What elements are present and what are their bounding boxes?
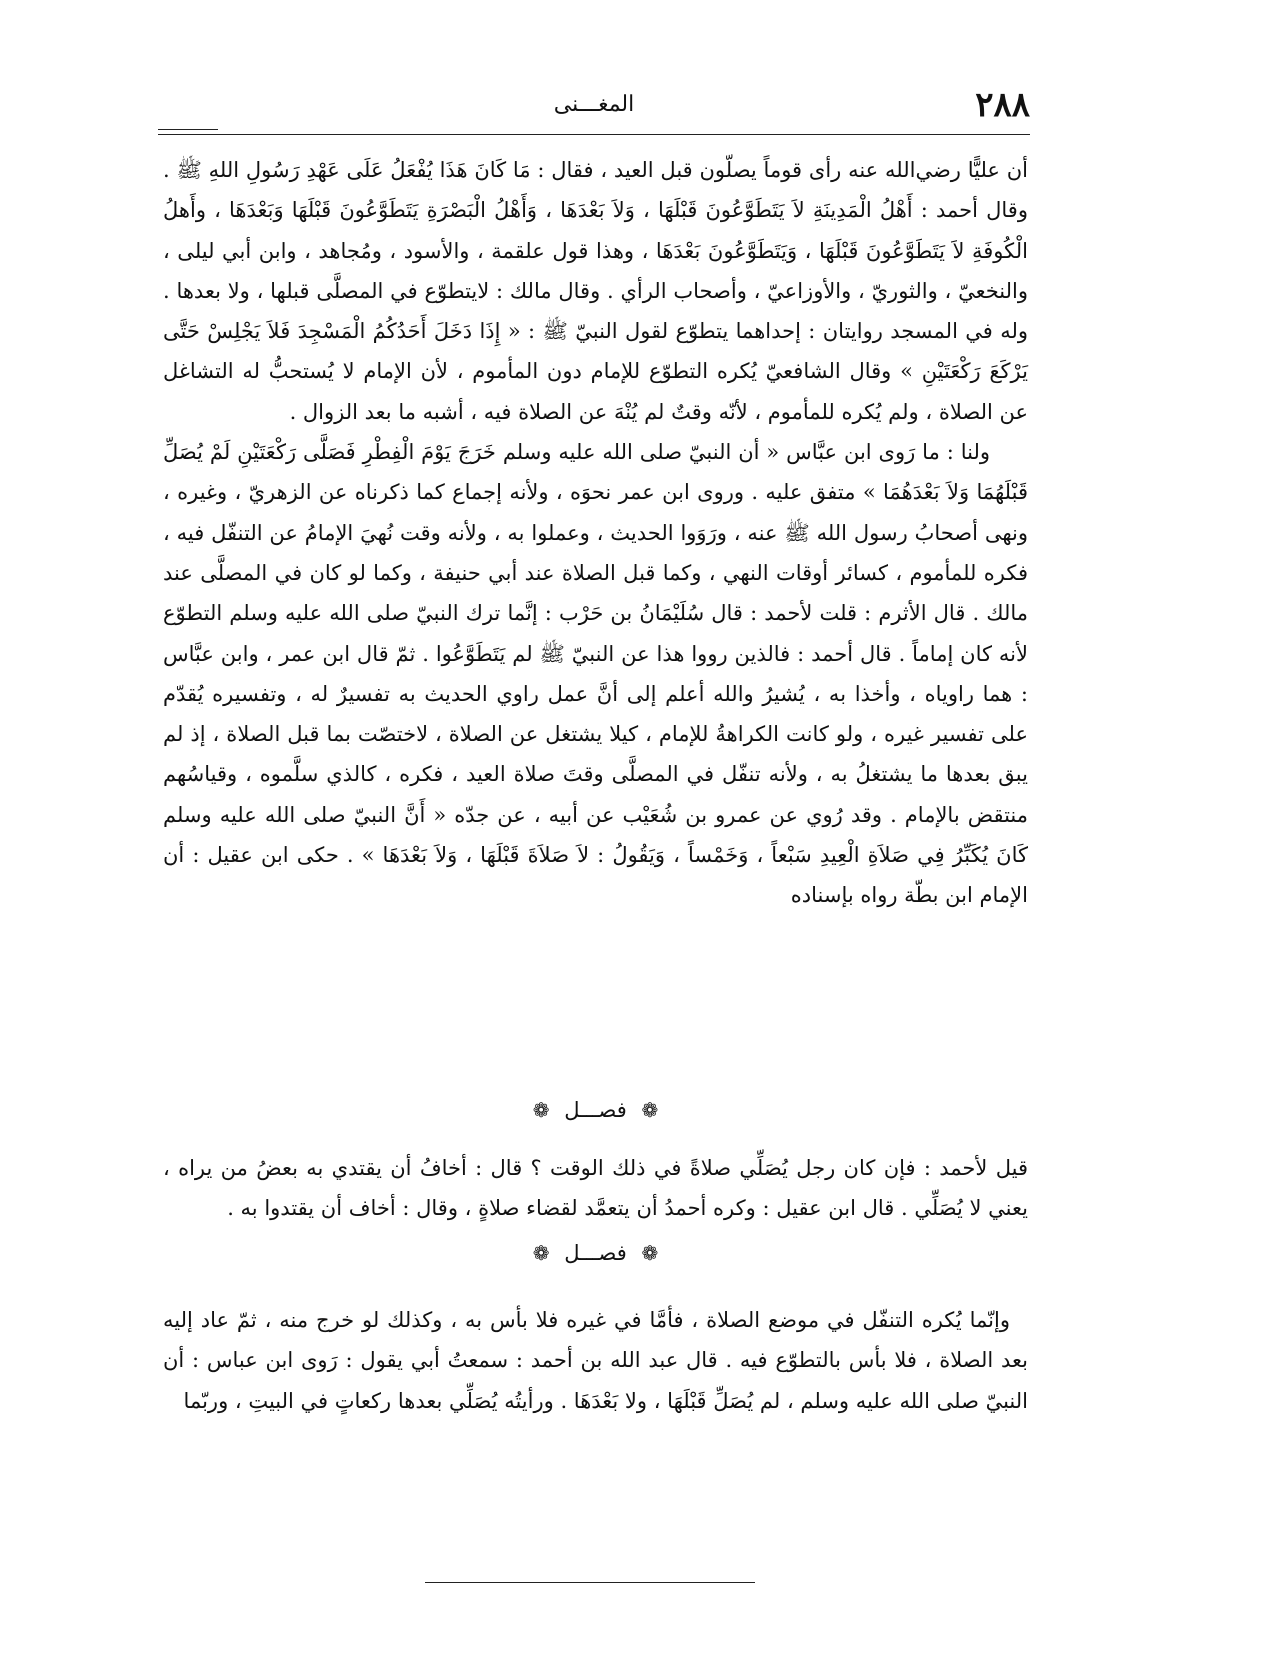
- section-heading-2: [163, 1233, 1028, 1273]
- section-1-text: [163, 1148, 1028, 1229]
- section-2-paragraph: وإنّما يُكره التنفّل في موضع الصلاة ، فأمَّا في غيره فلا بأس به ، وكذلك لو خرج منه ، ثمّ عاد إليه بعد الصلاة ، فلا بأس بالتطوّع فيه . قال عبد الله بن أحمد : سمعتُ أبي يقول : رَوى ابن عباس : أن النبيّ صلى الله عليه وسلم ، لم يُصَلِّ قَبْلَهَا ، ولا بَعْدَهَا . ورأيتُه يُصَلِّي بعدها ركعاتٍ في البيتِ ، وربّما: [163, 1308, 1028, 1413]
- section-heading-label: فصـــل: [564, 1241, 627, 1265]
- section-2-text: [163, 1300, 1028, 1421]
- running-title: المغـــنى: [553, 92, 635, 117]
- fleuron-icon: ❁: [641, 1241, 659, 1265]
- fleuron-icon: ❁: [641, 1098, 659, 1122]
- section-heading-label: فصـــل: [564, 1098, 627, 1122]
- page-number: ٢٨٨: [975, 85, 1030, 125]
- page-header: [158, 82, 1030, 128]
- section-1-paragraph: قيل لأحمد : فإن كان رجل يُصَلِّي صلاةً في ذلك الوقت ؟ قال : أخافُ أن يقتدي به بعضُ من يراه ، يعني لا يُصَلِّي . قال ابن عقيل : وكره أحمدُ أن يتعمَّد لقضاء صلاةٍ ، وقال : أخاف أن يقتدوا به .: [163, 1156, 1028, 1221]
- fleuron-icon: ❁: [532, 1098, 550, 1122]
- main-text: [163, 150, 1028, 916]
- section-heading-1: [163, 1090, 1028, 1130]
- paragraph-1: أن عليًّا رضي‌الله عنه رأى قوماً يصلّون قبل العيد ، فقال : مَا كَانَ هَذَا يُفْعَلُ عَلَى عَهْدِ رَسُولِ اللهِ ﷺ . وقال أحمد : أَهْلُ الْمَدِينَةِ لاَ يَتَطَوَّعُونَ قَبْلَهَا ، وَلاَ بَعْدَهَا ، وَأَهْلُ الْبَصْرَةِ يَتَطَوَّعُونَ قَبْلَهَا وَبَعْدَهَا ، وأَهلُ الْكُوفَةِ لاَ يَتَطَوَّعُونَ قَبْلَهَا ، وَيَتَطَوَّعُونَ بَعْدَهَا ، وهذا قول علقمة ، والأسود ، ومُجاهد ، وابن أبي ليلى ، والنخعيّ ، والثوريّ ، والأوزاعيّ ، وأصحاب الرأي . وقال مالك : لايتطوّع في المصلَّى قبلها ، ولا بعدها . وله في المسجد روايتان : إحداهما يتطوّع لقول النبيّ ﷺ : « إِذَا دَخَلَ أَحَدُكُمُ الْمَسْجِدَ فَلاَ يَجْلِسْ حَتَّى يَرْكَعَ رَكْعَتَيْنِ » وقال الشافعيّ يُكره التطوّع للإمام دون المأموم ، لأن الإمام لا يُستحبُّ له التشاغل عن الصلاة ، ولم يُكره للمأموم ، لأنّه وقتٌ لم يُنْهَ عن الصلاة فيه ، أشبه ما بعد الزوال .: [163, 158, 1028, 424]
- paragraph-2: ولنا : ما رَوى ابن عبَّاس « أن النبيّ صلى الله عليه وسلم خَرَجَ يَوْمَ الْفِطْرِ فَصَلَّى رَكْعَتَيْنِ لَمْ يُصَلِّ قَبْلَهُمَا وَلاَ بَعْدَهُمَا » متفق عليه . وروى ابن عمر نحوَه ، ولأنه إجماع كما ذكرناه عن الزهريّ ، وغيره ، ونهى أصحابُ رسول الله ﷺ عنه ، ورَوَوا الحديث ، وعملوا به ، ولأنه وقت نُهيَ الإمامُ عن التنفّل فيه ، فكره للمأموم ، كسائر أوقات النهي ، وكما قبل الصلاة عند أبي حنيفة ، وكما لو كان في المصلَّى عند مالك . قال الأثرم : قلت لأحمد : قال سُلَيْمَانُ بن حَرْب : إنَّما ترك النبيّ صلى الله عليه وسلم التطوّع لأنه كان إماماً . قال أحمد : فالذين رووا هذا عن النبيّ ﷺ لم يَتَطَوَّعُوا . ثمّ قال ابن عمر ، وابن عبَّاس : هما راوياه ، وأخذا به ، يُشيرُ والله أعلم إلى أنَّ عمل راوي الحديث به تفسيرٌ له ، وتفسيره يُقدّم على تفسير غيره ، ولو كانت الكراهةُ للإمام ، كيلا يشتغل عن الصلاة ، لاختصّت بما قبل الصلاة ، إذ لم يبق بعدها ما يشتغلُ به ، ولأنه تنفّل في المصلَّى وقتَ صلاة العيد ، فكره ، كالذي سلَّموه ، وقياسُهم منتقض بالإمام . وقد رُوي عن عمرو بن شُعَيْب عن أبيه ، عن جدّه « أَنَّ النبيّ صلى الله عليه وسلم كَانَ يُكَبِّرُ فِي صَلاَةِ الْعِيدِ سَبْعاً ، وَخَمْساً ، وَيَقُولُ : لاَ صَلاَةَ قَبْلَهَا ، وَلاَ بَعْدَهَا » . حكى ابن عقيل : أن الإمام ابن بطّة رواه بإسناده: [163, 440, 1028, 908]
- header-rule: [158, 134, 1030, 135]
- header-rule-short: [158, 129, 218, 130]
- footer-rule: [425, 1582, 755, 1583]
- fleuron-icon: ❁: [532, 1241, 550, 1265]
